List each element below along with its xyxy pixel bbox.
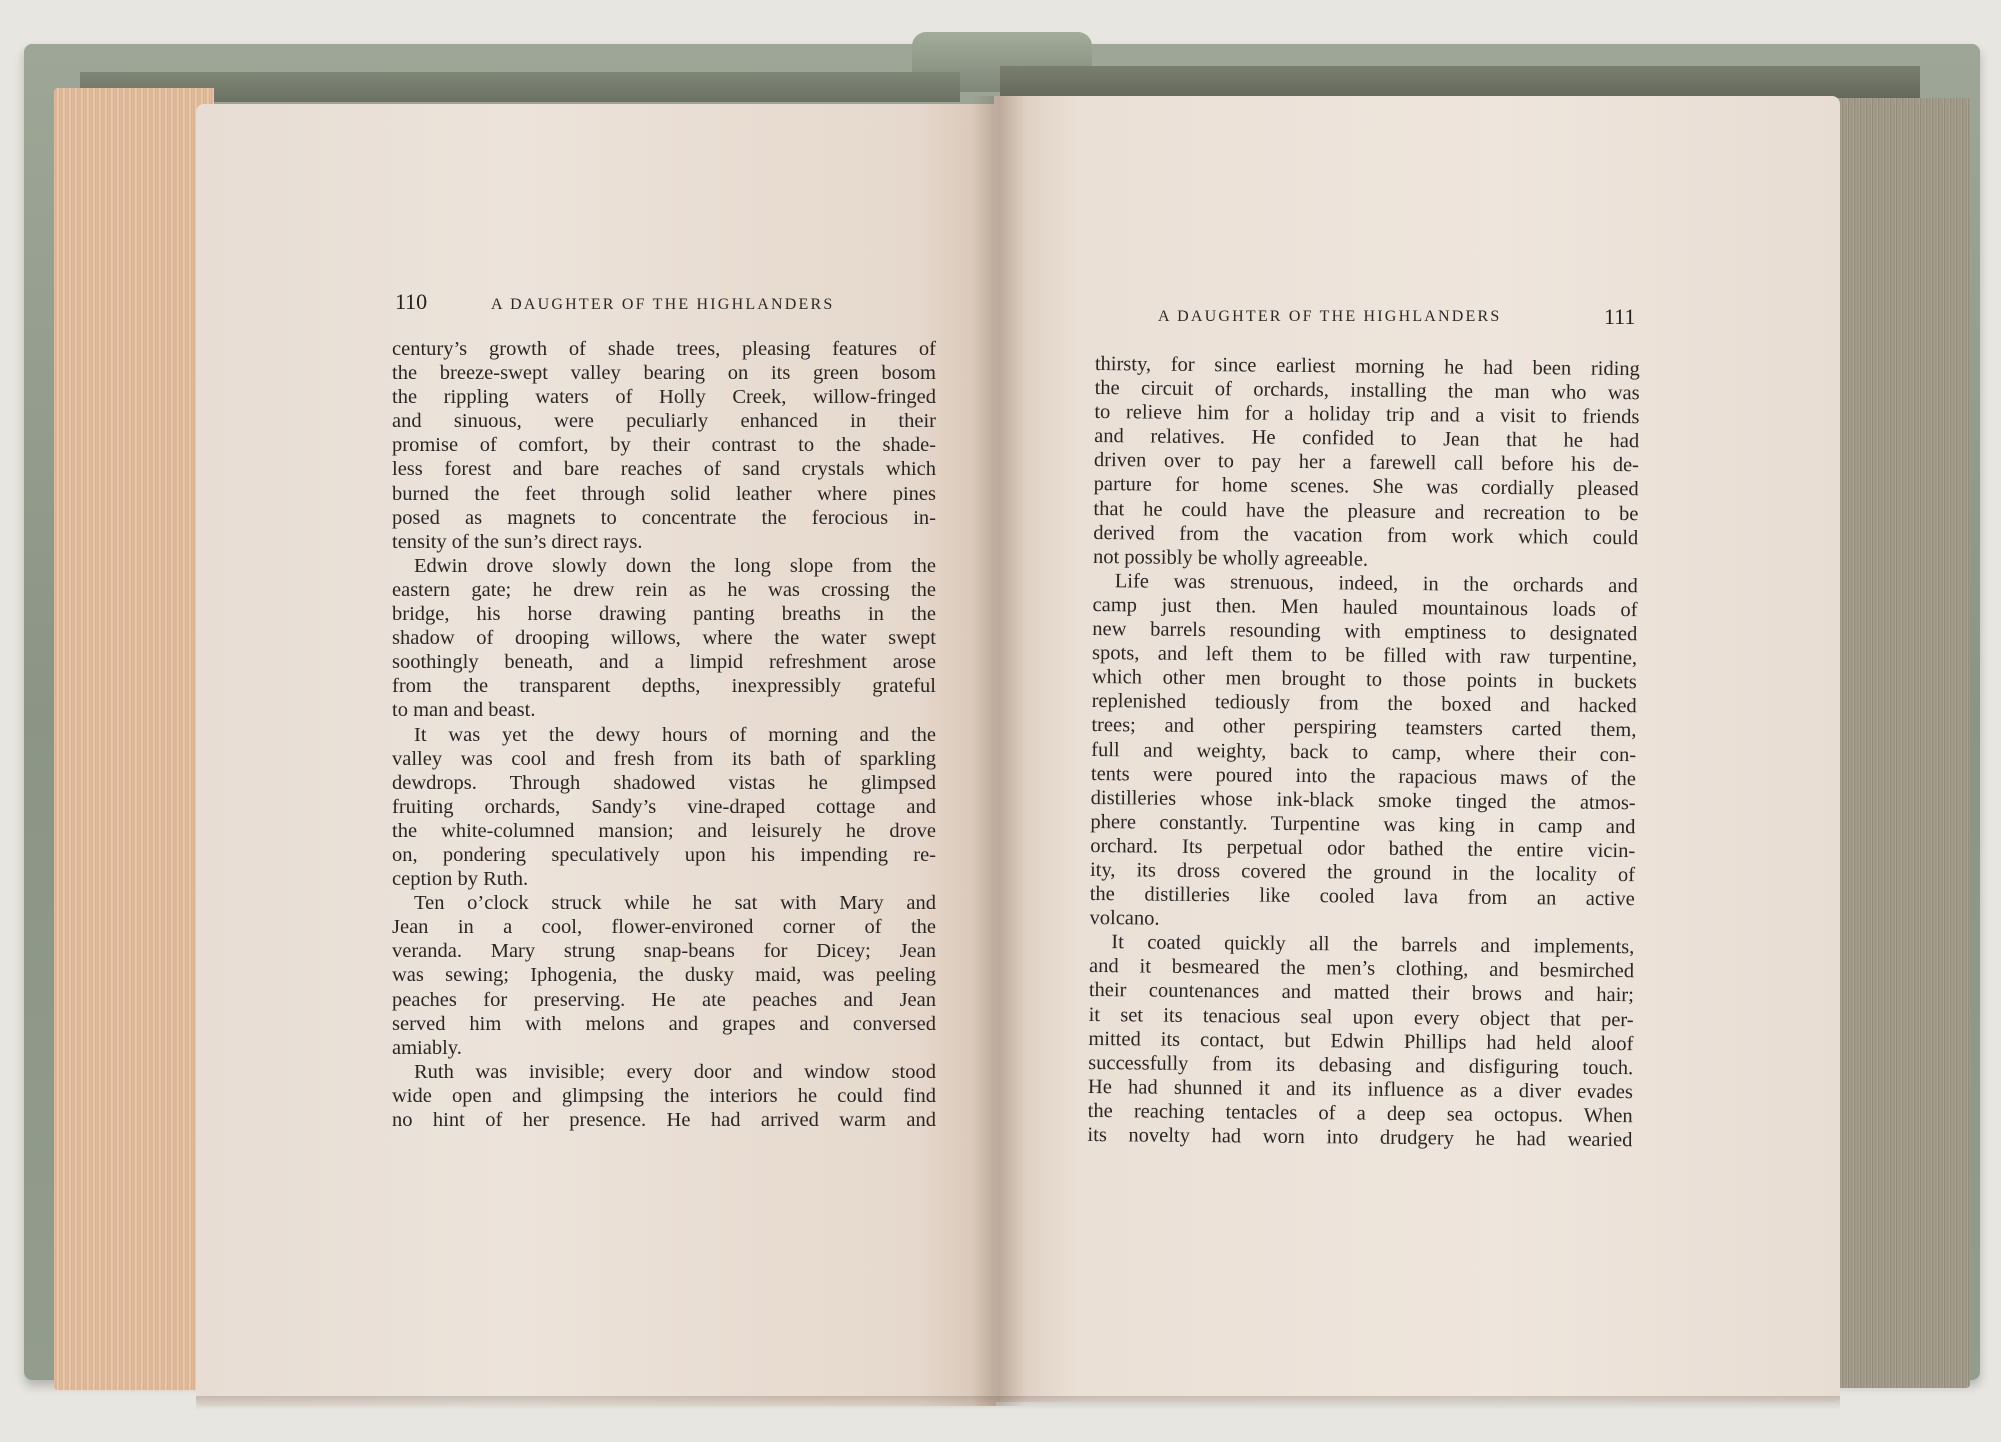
text-line: replenished tediously from the boxed and hacked bbox=[1091, 690, 1637, 718]
text-line: He had shunned it and its influence as a diver evades bbox=[1087, 1075, 1634, 1104]
text-line: from the transparent depths, inexpressibly grateful bbox=[392, 675, 936, 698]
text-line: the reaching tentacles of a deep sea octopus. When bbox=[1087, 1099, 1633, 1128]
text-line: on, pondering speculatively upon his impending re- bbox=[392, 843, 936, 866]
text-line: soothingly beneath, and a limpid refreshment arose bbox=[392, 651, 936, 674]
text-line: ception by Ruth. bbox=[392, 868, 529, 891]
text-line: the white-columned mansion; and leisurely he drove bbox=[392, 819, 936, 842]
text-line: tents were poured into the rapacious maws of the bbox=[1090, 762, 1637, 790]
text-line: ity, its dross covered the ground in the locality of bbox=[1089, 858, 1636, 887]
text-line: and sinuous, were peculiarly enhanced in their bbox=[392, 410, 936, 433]
text-line: and it besmeared the men’s clothing, and besmirched bbox=[1088, 955, 1635, 983]
text-line: wide open and glimpsing the interiors he could find bbox=[392, 1084, 936, 1107]
text-line: parture for home scenes. She was cordially pleased bbox=[1093, 473, 1639, 501]
text-line: camp just then. Men hauled mountainous loads of bbox=[1092, 593, 1638, 622]
text-line: derived from the vacation from work which could bbox=[1093, 521, 1639, 549]
text-line: which other men brought to those points in buckets bbox=[1091, 666, 1637, 694]
text-line: volcano. bbox=[1089, 907, 1160, 930]
text-line: Jean in a cool, flower-environed corner of the bbox=[392, 916, 936, 939]
text-line: was sewing; Iphogenia, the dusky maid, was peeling bbox=[392, 964, 936, 987]
text-line: phere constantly. Turpentine was king in camp and bbox=[1090, 810, 1636, 838]
text-line: trees; and other perspiring teamsters carted them, bbox=[1091, 714, 1637, 742]
text-line: dewdrops. Through shadowed vistas he glimpsed bbox=[392, 771, 936, 794]
text-line: driven over to pay her a farewell call before his de- bbox=[1093, 449, 1640, 477]
text-line: Life was strenuous, indeed, in the orchards and bbox=[1114, 570, 1638, 598]
text-line: and relatives. He confided to Jean that he had bbox=[1094, 425, 1640, 453]
page-bottom-shadow bbox=[196, 1396, 1840, 1410]
text-line: promise of comfort, by their contrast to the shade- bbox=[392, 434, 936, 457]
text-line: spots, and left them to be filled with raw turpentine, bbox=[1092, 642, 1638, 670]
book-gutter bbox=[972, 96, 1026, 1406]
text-line: less forest and bare reaches of sand crystals which bbox=[392, 458, 936, 481]
text-line: full and weighty, back to camp, where their con- bbox=[1091, 738, 1637, 766]
right-running-head: A DAUGHTER OF THE HIGHLANDERS bbox=[1158, 308, 1502, 325]
left-page-stack-edge bbox=[54, 88, 214, 1390]
text-line: no hint of her presence. He had arrived warm and bbox=[392, 1109, 936, 1131]
text-line: successfully from its debasing and disfiguring touch. bbox=[1088, 1051, 1634, 1079]
text-line: posed as magnets to concentrate the ferocious in- bbox=[392, 506, 936, 529]
right-page-stack-edge bbox=[1836, 98, 1970, 1388]
text-line: served him with melons and grapes and conversed bbox=[392, 1012, 936, 1035]
left-running-head: A DAUGHTER OF THE HIGHLANDERS bbox=[491, 296, 835, 313]
right-page-text bbox=[1087, 352, 1640, 1152]
text-line: valley was cool and fresh from its bath of sparkling bbox=[392, 747, 936, 770]
text-line: fruiting orchards, Sandy’s vine-draped cottage and bbox=[392, 795, 936, 818]
text-line: veranda. Mary strung snap-beans for Dicey; Jean bbox=[392, 940, 936, 963]
text-line: Edwin drove slowly down the long slope from the bbox=[414, 554, 936, 577]
text-line: thirsty, for since earliest morning he had been riding bbox=[1094, 352, 1640, 381]
text-line: the distilleries like cooled lava from an active bbox=[1089, 883, 1635, 911]
text-line: their countenances and matted their brows and hair; bbox=[1088, 979, 1634, 1007]
text-line: eastern gate; he drew rein as he was crossing the bbox=[392, 578, 936, 601]
text-line: century’s growth of shade trees, pleasing features of bbox=[392, 338, 936, 360]
text-line: new barrels resounding with emptiness to designated bbox=[1092, 618, 1638, 646]
text-line: the circuit of orchards, installing the man who was bbox=[1094, 377, 1640, 405]
text-line: bridge, his horse drawing panting breaths in the bbox=[392, 603, 936, 626]
text-line: its novelty had worn into drudgery he had wearied bbox=[1087, 1123, 1633, 1152]
text-line: to relieve him for a holiday trip and a visit to friends bbox=[1094, 401, 1640, 429]
left-page-text bbox=[392, 337, 936, 1132]
text-line: amiably. bbox=[392, 1036, 462, 1059]
text-line: to man and beast. bbox=[392, 699, 536, 722]
text-line: the rippling waters of Holly Creek, willow-fringed bbox=[392, 386, 936, 409]
text-line: mitted its contact, but Edwin Phillips had held aloof bbox=[1088, 1027, 1634, 1055]
text-line: burned the feet through solid leather where pines bbox=[392, 482, 936, 505]
text-line: peaches for preserving. He ate peaches and Jean bbox=[392, 988, 936, 1011]
text-line: the breeze-swept valley bearing on its green bosom bbox=[392, 362, 936, 385]
text-line: orchard. Its perpetual odor bathed the entire vicin- bbox=[1090, 834, 1636, 863]
left-page-number: 110 bbox=[395, 289, 428, 314]
right-page-number: 111 bbox=[1604, 304, 1636, 329]
text-line: It was yet the dewy hours of morning and the bbox=[414, 723, 936, 746]
text-line: it set its tenacious seal upon every object that per- bbox=[1088, 1003, 1634, 1031]
text-line: shadow of drooping willows, where the water swept bbox=[392, 627, 936, 650]
text-line: tensity of the sun’s direct rays. bbox=[392, 530, 643, 553]
text-line: Ten o’clock struck while he sat with Mary and bbox=[414, 892, 936, 915]
text-line: not possibly be wholly agreeable. bbox=[1092, 545, 1369, 571]
text-line: distilleries whose ink-black smoke tinged the atmos- bbox=[1090, 786, 1636, 814]
text-line: It coated quickly all the barrels and implements, bbox=[1111, 931, 1635, 959]
text-line: that he could have the pleasure and recreation to be bbox=[1093, 497, 1639, 525]
text-line: Ruth was invisible; every door and window stood bbox=[414, 1060, 936, 1083]
